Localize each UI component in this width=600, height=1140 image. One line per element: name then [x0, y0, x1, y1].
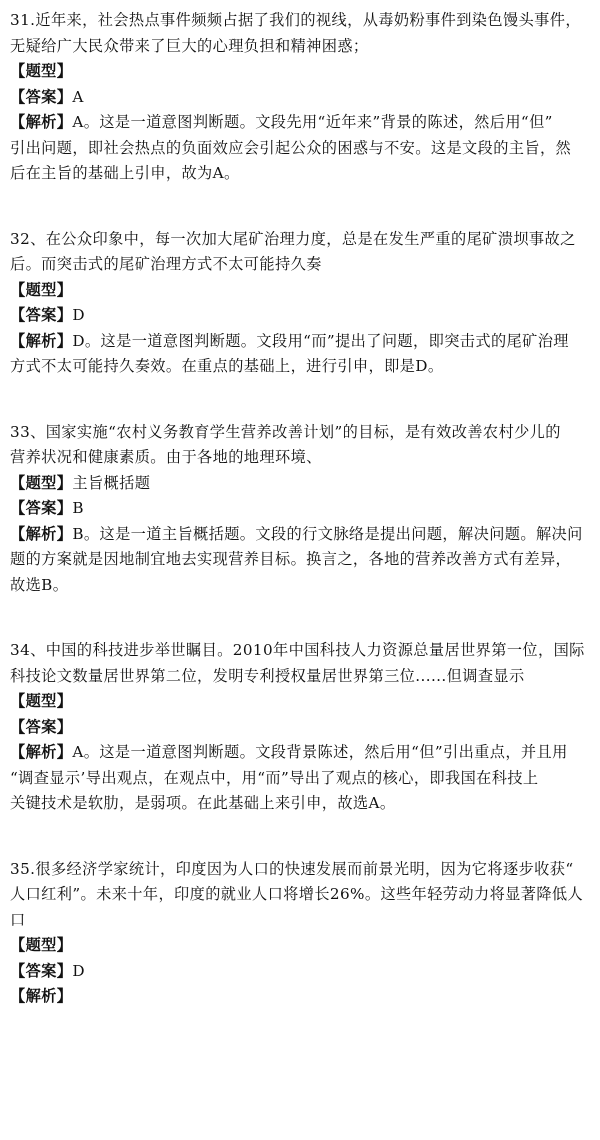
analysis-text-line: 故选B。 — [10, 575, 69, 594]
answer-value: A — [72, 87, 84, 106]
answer-value: D — [72, 306, 85, 324]
question-text-line: 32、在公众印象中，每一次加大尾矿治理力度，总是在发生严重的尾矿溃坝事故之 — [10, 229, 576, 248]
question-type-label: 【题型】 — [10, 692, 73, 710]
question-type-row — [10, 933, 590, 959]
analysis-text-line: 关键技术是软肋，是弱项。在此基础上来引申，故选A。 — [10, 794, 396, 812]
answer-value: B — [72, 499, 84, 517]
question-32 — [10, 227, 590, 380]
question-text-line: 34、中国的科技进步举世瞩目。2010年中国科技人力资源总量居世界第一位，国际 — [10, 641, 585, 659]
question-text-line: 营养状况和健康素质。由于各地的地理环境、 — [10, 448, 322, 466]
question-type-row — [10, 471, 590, 497]
question-text-line: 33、国家实施“农村义务教育学生营养改善计划”的目标，是有效改善农村少儿的 — [10, 422, 561, 441]
answer-row — [10, 85, 590, 111]
question-text-line: 口 — [10, 910, 26, 929]
answer-row — [10, 496, 590, 522]
analysis-text-line: 方式不太可能持久奏效。在重点的基础上，进行引申，即是D。 — [10, 357, 444, 375]
analysis-row — [10, 522, 590, 548]
answer-row — [10, 959, 590, 985]
question-text-line: 人口红利”。未来十年，印度的就业人口将增长26%。这些年轻劳动力将显著降低人 — [10, 885, 584, 903]
answer-label: 【答案】 — [10, 306, 73, 324]
answer-label: 【答案】 — [10, 961, 73, 980]
question-type-row — [10, 689, 590, 715]
answer-label: 【答案】 — [10, 87, 73, 106]
question-type-row — [10, 59, 590, 85]
question-type-label: 【题型】 — [10, 936, 73, 954]
analysis-label: 【解析】 — [10, 331, 73, 350]
answer-row — [10, 715, 590, 741]
question-33 — [10, 420, 590, 599]
analysis-text-line: “调查显示’导出观点，在观点中，用“而”导出了观点的核心，即我国在科技上 — [10, 768, 539, 787]
question-type-value: 主旨概括题 — [72, 473, 151, 492]
analysis-row — [10, 110, 590, 136]
analysis-row — [10, 329, 590, 355]
question-type-label: 【题型】 — [10, 280, 73, 299]
analysis-label: 【解析】 — [10, 987, 73, 1005]
analysis-text-line: 引出问题，即社会热点的负面效应会引起公众的困惑与不安。这是文段的主旨，然 — [10, 138, 572, 157]
answer-label: 【答案】 — [10, 717, 73, 736]
answer-value: D — [72, 961, 85, 980]
question-text-line: 35.很多经济学家统计，印度因为人口的快速发展而前景光明，因为它将逐步收获“ — [10, 859, 574, 878]
analysis-text-line: A。这是一道意图判断题。文段先用“近年来”背景的陈述，然后用“但” — [72, 113, 553, 131]
question-text-line: 31.近年来，社会热点事件频频占据了我们的视线，从毒奶粉事件到染色馒头事件， — [10, 11, 581, 29]
analysis-row — [10, 740, 590, 766]
question-type-label: 【题型】 — [10, 473, 73, 492]
answer-row — [10, 303, 590, 329]
question-31 — [10, 8, 590, 187]
analysis-label: 【解析】 — [10, 524, 73, 543]
question-35 — [10, 857, 590, 1010]
analysis-text-line: B。这是一道主旨概括题。文段的行文脉络是提出问题，解决问题。解决问 — [72, 524, 583, 543]
analysis-text-line: 题的方案就是因地制宜地去实现营养目标。换言之，各地的营养改善方式有差异， — [10, 550, 572, 568]
analysis-label: 【解析】 — [10, 743, 73, 761]
question-text-line: 无疑给广大民众带来了巨大的心理负担和精神困惑； — [10, 36, 369, 55]
question-34 — [10, 638, 590, 817]
answer-label: 【答案】 — [10, 499, 73, 517]
question-text-line: 后。而突击式的尾矿治理方式不太可能持久奏 — [10, 255, 322, 273]
analysis-text-line: D。这是一道意图判断题。文段用“而”提出了问题，即突击式的尾矿治理 — [72, 331, 569, 350]
analysis-text-line: 后在主旨的基础上引申，故为A。 — [10, 164, 240, 182]
question-text-line: 科技论文数量居世界第二位，发明专利授权量居世界第三位......但调查显示 — [10, 666, 525, 685]
question-type-label: 【题型】 — [10, 62, 73, 80]
analysis-label: 【解析】 — [10, 113, 73, 131]
analysis-row — [10, 984, 590, 1010]
question-type-row — [10, 278, 590, 304]
analysis-text-line: A。这是一道意图判断题。文段背景陈述，然后用“但”引出重点，并且用 — [72, 743, 568, 761]
